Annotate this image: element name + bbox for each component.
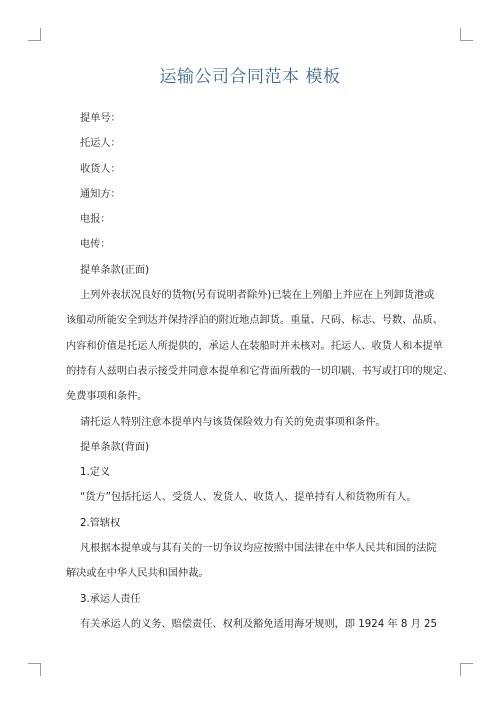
front-clauses-heading: 提单条款(正面): [80, 264, 150, 276]
section-carrier-liability-text: 有关承运人的义务、赔偿责任、权利及豁免适用海牙规则，即 1924 年 8 月 25: [80, 618, 437, 630]
front-clause-line: 该船动所能安全到达并保持浮泊的附近地点卸货。重量、尺码、标志、号数、品质、: [66, 315, 443, 327]
front-clause-line: 内容和价值是托运人所提供的，承运人在装船时并未核对。托运人、收货人和本提单: [66, 340, 443, 352]
front-clause-line: 的持有人兹明白表示接受并同意本提单和它背面所载的一切印刷、书写或打印的规定、: [66, 365, 454, 377]
section-jurisdiction-line: 凡根据本提单或与其有关的一切争议均应按照中国法律在中华人民共和国的法院: [80, 543, 437, 555]
section-jurisdiction-line: 解决或在中华人民共和国仲裁。: [66, 568, 209, 580]
section-jurisdiction-title: 2.管辖权: [80, 517, 121, 529]
field-consignee: 收货人：: [80, 163, 121, 175]
page-corner-mark-bottom-right: [460, 663, 473, 676]
page-corner-mark-bottom-left: [28, 663, 41, 676]
page-corner-mark-top-left: [28, 28, 41, 41]
insurance-notice: 请托运人特别注意本提单内与该货保险效力有关的免责事项和条件。: [80, 416, 386, 428]
field-telex: 电传：: [80, 239, 111, 251]
field-cable: 电报：: [80, 214, 111, 226]
document-title: 运输公司合同范本 模板: [159, 67, 341, 87]
document-body: [66, 106, 454, 637]
field-shipper: 托运人：: [80, 138, 121, 150]
front-clause-line: 上列外表状况良好的货物(另有说明者除外)已装在上列船上并应在上列卸货港或: [80, 290, 435, 302]
section-definition-text: “货方”包括托运人、受货人、发货人、收货人、提单持有人和货物所有人。: [80, 492, 417, 504]
section-carrier-liability-title: 3.承运人责任: [80, 593, 141, 605]
page-corner-mark-top-right: [460, 28, 473, 41]
front-clause-line: 免费事项和条件。: [66, 391, 148, 403]
back-clauses-heading: 提单条款(背面): [80, 441, 150, 453]
field-bill-of-lading-no: 提单号：: [80, 113, 121, 124]
section-definition-title: 1.定义: [80, 467, 111, 479]
field-notify-party: 通知方：: [80, 188, 121, 200]
